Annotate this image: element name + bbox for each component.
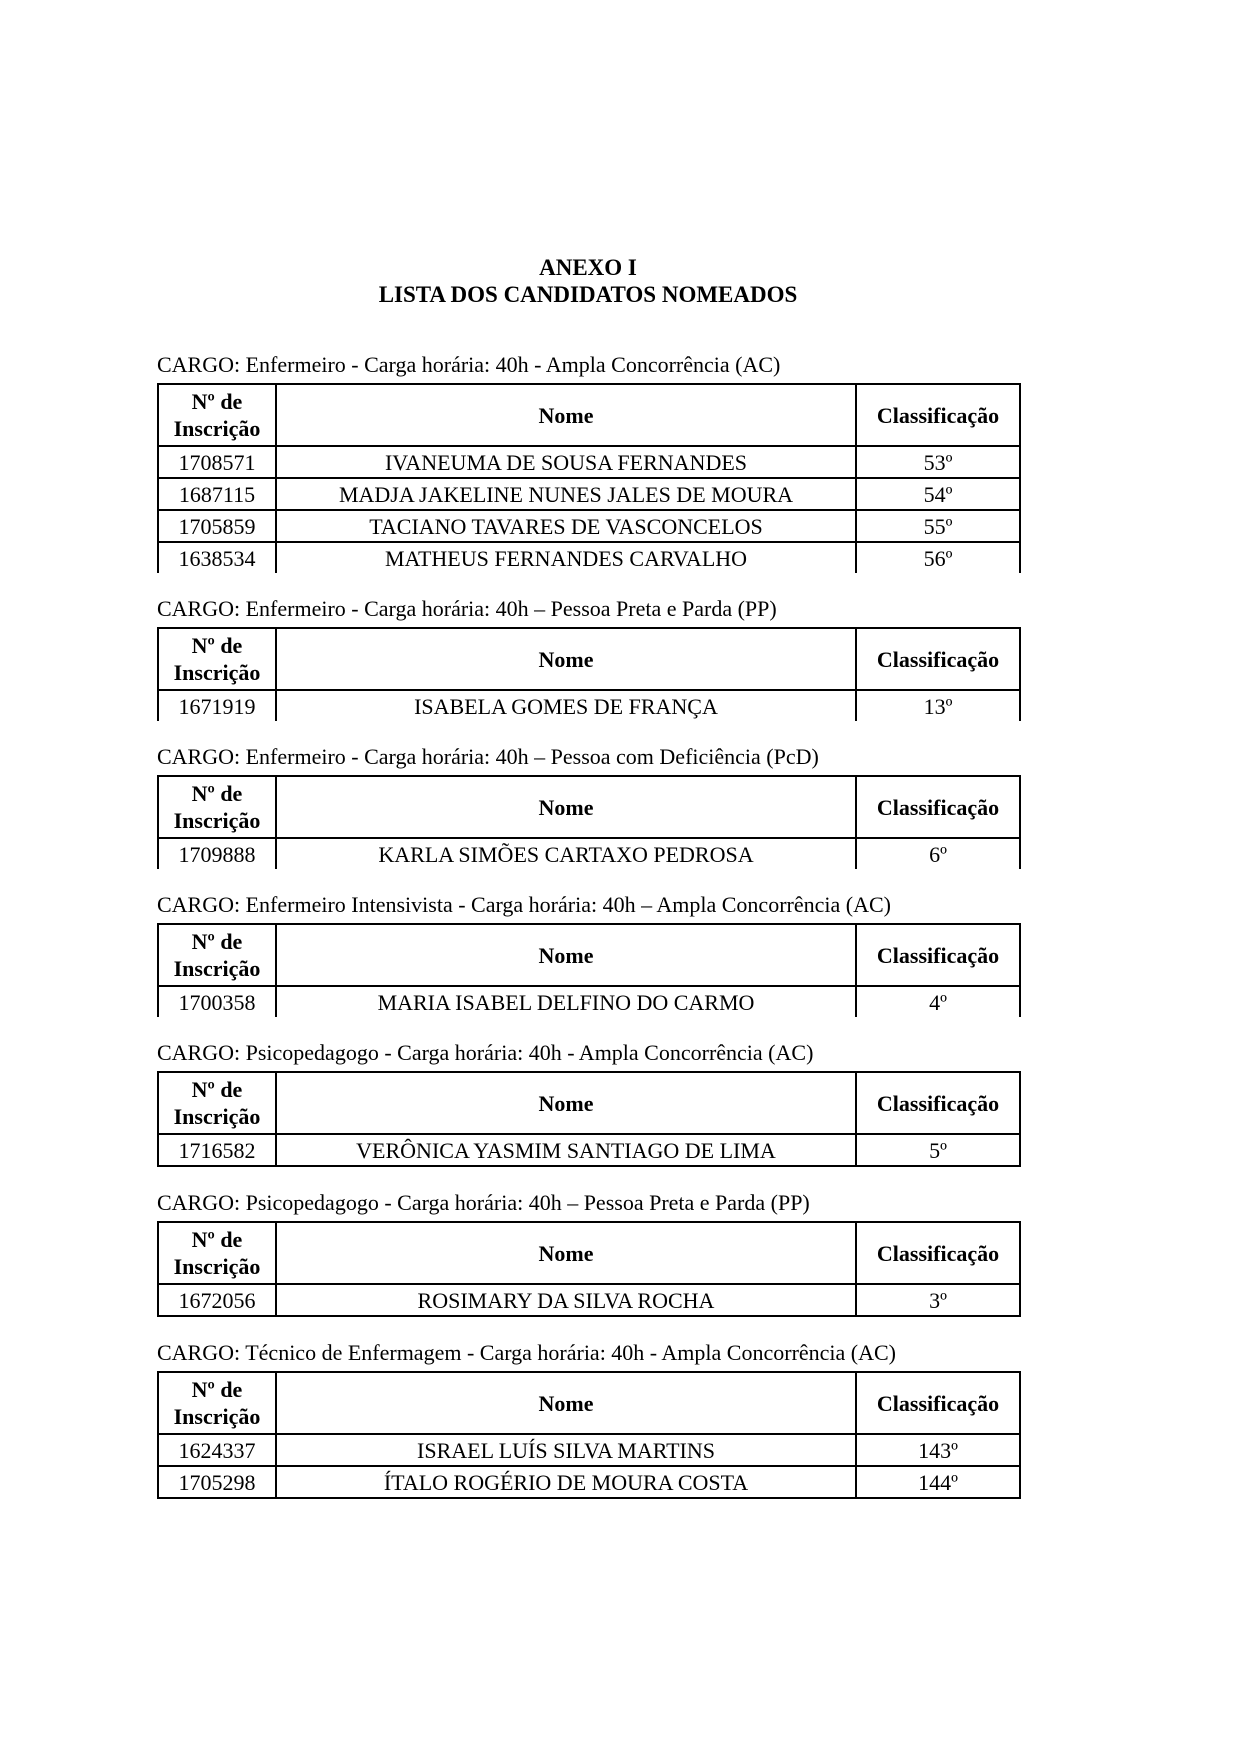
table-row (158, 690, 1020, 721)
cell-inscricao: 1638534 (158, 542, 276, 573)
col-header-classificacao: Classificação (856, 1222, 1020, 1284)
col-header-inscricao: Nº de Inscrição (158, 924, 276, 986)
col-header-nome: Nome (276, 1222, 856, 1284)
cell-classificacao: 55º (856, 510, 1020, 542)
table-row (158, 510, 1020, 542)
cell-inscricao: 1708571 (158, 446, 276, 478)
cell-classificacao: 5º (856, 1134, 1020, 1166)
header-row (158, 628, 1020, 690)
document-content (157, 254, 1019, 1522)
cell-classificacao: 56º (856, 542, 1020, 573)
cell-nome: ISABELA GOMES DE FRANÇA (276, 690, 856, 721)
cell-inscricao: 1700358 (158, 986, 276, 1017)
candidates-table (157, 775, 1021, 869)
col-header-nome: Nome (276, 628, 856, 690)
header-row (158, 1072, 1020, 1134)
candidates-table (157, 923, 1021, 1017)
candidates-table (157, 383, 1021, 573)
cell-classificacao: 6º (856, 838, 1020, 869)
col-header-inscricao: Nº de Inscrição (158, 628, 276, 690)
col-header-classificacao: Classificação (856, 384, 1020, 446)
col-header-inscricao: Nº de Inscrição (158, 1372, 276, 1434)
cell-classificacao: 144º (856, 1466, 1020, 1498)
col-header-nome: Nome (276, 776, 856, 838)
cell-classificacao: 143º (856, 1434, 1020, 1466)
candidates-table (157, 627, 1021, 721)
col-header-nome: Nome (276, 384, 856, 446)
cell-nome: ROSIMARY DA SILVA ROCHA (276, 1284, 856, 1316)
section-heading: CARGO: Técnico de Enfermagem - Carga horária: 40h - Ampla Concorrência (AC) (157, 1340, 897, 1365)
header-row (158, 1222, 1020, 1284)
cell-nome: MARIA ISABEL DELFINO DO CARMO (276, 986, 856, 1017)
document-title-line2: LISTA DOS CANDIDATOS NOMEADOS (378, 282, 798, 307)
cell-nome: MATHEUS FERNANDES CARVALHO (276, 542, 856, 573)
col-header-classificacao: Classificação (856, 628, 1020, 690)
table-row (158, 1284, 1020, 1316)
cell-inscricao: 1705859 (158, 510, 276, 542)
section-enfermeiro-pcd (157, 744, 1019, 869)
section-heading: CARGO: Psicopedagogo - Carga horária: 40h - Ampla Concorrência (AC) (157, 1040, 814, 1065)
col-header-inscricao: Nº de Inscrição (158, 1222, 276, 1284)
cell-nome: IVANEUMA DE SOUSA FERNANDES (276, 446, 856, 478)
cell-nome: TACIANO TAVARES DE VASCONCELOS (276, 510, 856, 542)
section-tecnico-enfermagem-ac (157, 1340, 1019, 1499)
cell-classificacao: 3º (856, 1284, 1020, 1316)
cell-nome: ÍTALO ROGÉRIO DE MOURA COSTA (276, 1466, 856, 1498)
section-heading: CARGO: Enfermeiro - Carga horária: 40h - Ampla Concorrência (AC) (157, 352, 781, 377)
section-enfermeiro-ac (157, 352, 1019, 573)
cell-inscricao: 1671919 (158, 690, 276, 721)
document-title-line1: ANEXO I (539, 255, 637, 280)
header-row (158, 776, 1020, 838)
section-psicopedagogo-pp (157, 1190, 1019, 1317)
col-header-nome: Nome (276, 1072, 856, 1134)
section-psicopedagogo-ac (157, 1040, 1019, 1167)
section-enfermeiro-intensivista-ac (157, 892, 1019, 1017)
col-header-classificacao: Classificação (856, 924, 1020, 986)
candidates-table (157, 1371, 1021, 1499)
cell-inscricao: 1687115 (158, 478, 276, 510)
col-header-nome: Nome (276, 924, 856, 986)
table-row (158, 1466, 1020, 1498)
table-row (158, 986, 1020, 1017)
col-header-inscricao: Nº de Inscrição (158, 776, 276, 838)
header-row (158, 384, 1020, 446)
table-row (158, 446, 1020, 478)
col-header-nome: Nome (276, 1372, 856, 1434)
candidates-table (157, 1071, 1021, 1167)
table-row (158, 542, 1020, 573)
header-row (158, 1372, 1020, 1434)
section-heading: CARGO: Enfermeiro - Carga horária: 40h – Pessoa Preta e Parda (PP) (157, 596, 777, 621)
cell-nome: VERÔNICA YASMIM SANTIAGO DE LIMA (276, 1134, 856, 1166)
cell-nome: MADJA JAKELINE NUNES JALES DE MOURA (276, 478, 856, 510)
section-heading: CARGO: Enfermeiro Intensivista - Carga horária: 40h – Ampla Concorrência (AC) (157, 892, 891, 917)
cell-classificacao: 54º (856, 478, 1020, 510)
cell-classificacao: 13º (856, 690, 1020, 721)
cell-inscricao: 1705298 (158, 1466, 276, 1498)
document-title (157, 254, 1019, 308)
cell-nome: ISRAEL LUÍS SILVA MARTINS (276, 1434, 856, 1466)
cell-classificacao: 53º (856, 446, 1020, 478)
table-row (158, 1134, 1020, 1166)
col-header-classificacao: Classificação (856, 776, 1020, 838)
col-header-classificacao: Classificação (856, 1072, 1020, 1134)
section-enfermeiro-pp (157, 596, 1019, 721)
section-heading: CARGO: Enfermeiro - Carga horária: 40h – Pessoa com Deficiência (PcD) (157, 744, 819, 769)
table-row (158, 1434, 1020, 1466)
cell-inscricao: 1709888 (158, 838, 276, 869)
col-header-inscricao: Nº de Inscrição (158, 1072, 276, 1134)
cell-inscricao: 1716582 (158, 1134, 276, 1166)
cell-classificacao: 4º (856, 986, 1020, 1017)
header-row (158, 924, 1020, 986)
table-row (158, 478, 1020, 510)
cell-inscricao: 1672056 (158, 1284, 276, 1316)
col-header-classificacao: Classificação (856, 1372, 1020, 1434)
section-heading: CARGO: Psicopedagogo - Carga horária: 40h – Pessoa Preta e Parda (PP) (157, 1190, 810, 1215)
cell-nome: KARLA SIMÕES CARTAXO PEDROSA (276, 838, 856, 869)
cell-inscricao: 1624337 (158, 1434, 276, 1466)
col-header-inscricao: Nº de Inscrição (158, 384, 276, 446)
candidates-table (157, 1221, 1021, 1317)
table-row (158, 838, 1020, 869)
